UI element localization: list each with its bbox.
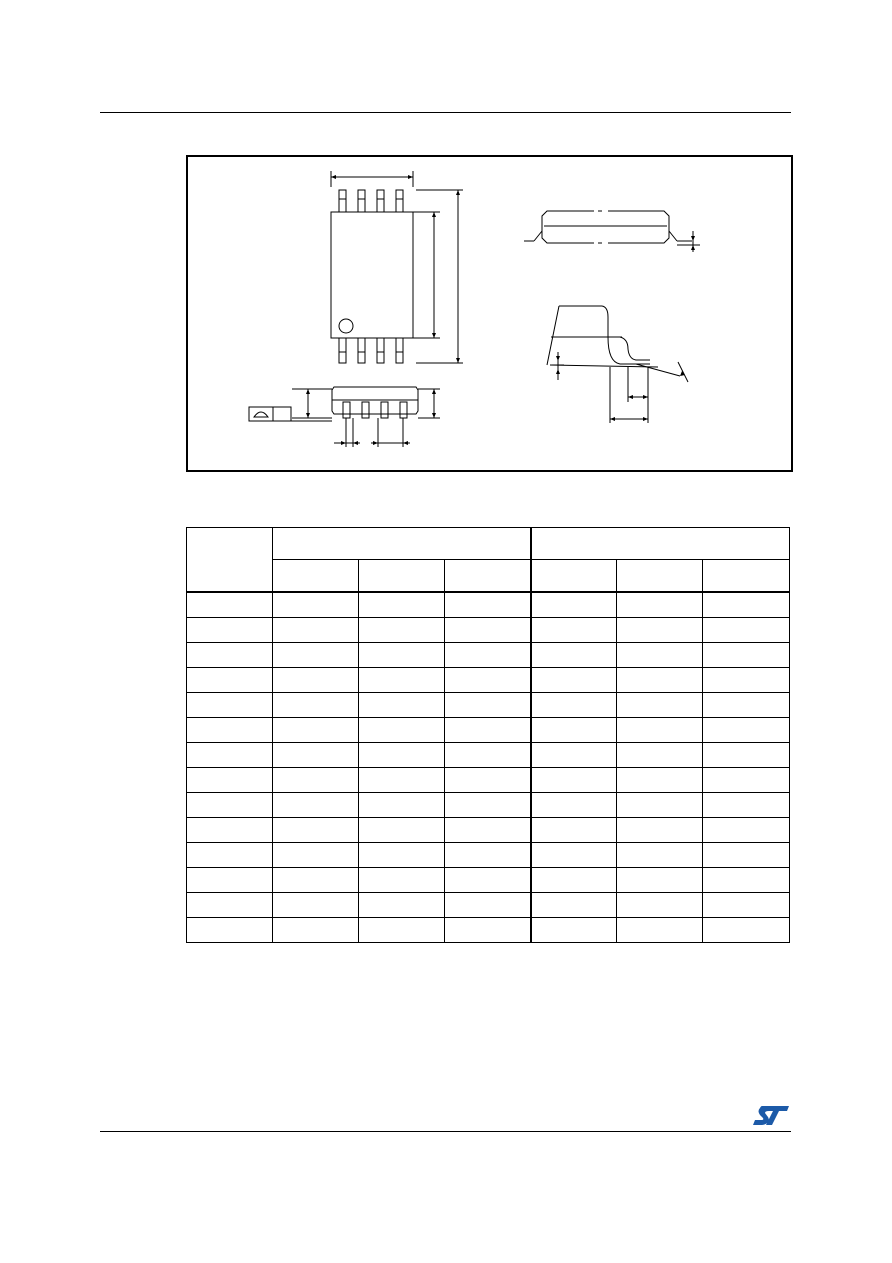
table-cell bbox=[273, 668, 359, 693]
table-cell bbox=[703, 843, 790, 868]
table-cell bbox=[703, 618, 790, 643]
table-cell bbox=[359, 718, 445, 743]
table-cell bbox=[359, 618, 445, 643]
table-cell bbox=[273, 768, 359, 793]
table-cell bbox=[359, 893, 445, 918]
table-cell bbox=[445, 693, 531, 718]
table-cell bbox=[531, 843, 617, 868]
table-cell bbox=[703, 743, 790, 768]
front-view bbox=[249, 387, 440, 447]
table-body bbox=[187, 592, 790, 943]
table-cell bbox=[273, 818, 359, 843]
table-cell bbox=[359, 592, 445, 618]
table-row bbox=[187, 843, 790, 868]
table-subheader-row bbox=[187, 560, 790, 593]
table-cell bbox=[273, 592, 359, 618]
table-header-cell bbox=[531, 560, 617, 593]
table-cell bbox=[359, 668, 445, 693]
table-cell bbox=[531, 693, 617, 718]
table-cell bbox=[187, 768, 273, 793]
table-cell bbox=[359, 868, 445, 893]
table-cell bbox=[445, 793, 531, 818]
table-row bbox=[187, 718, 790, 743]
table-cell bbox=[703, 768, 790, 793]
table-cell bbox=[531, 743, 617, 768]
table-cell bbox=[187, 693, 273, 718]
table-cell bbox=[531, 793, 617, 818]
table-header-row bbox=[187, 528, 790, 560]
table-cell bbox=[617, 618, 703, 643]
table-cell bbox=[703, 668, 790, 693]
table-cell bbox=[359, 918, 445, 943]
table-cell bbox=[531, 918, 617, 943]
table-cell bbox=[273, 743, 359, 768]
st-logo bbox=[752, 1103, 790, 1127]
table-cell bbox=[445, 668, 531, 693]
side-view bbox=[524, 211, 700, 252]
table-cell bbox=[617, 643, 703, 668]
table-cell bbox=[703, 818, 790, 843]
table-cell bbox=[359, 818, 445, 843]
header-rule bbox=[100, 112, 791, 113]
table-cell bbox=[703, 793, 790, 818]
table-row bbox=[187, 668, 790, 693]
table-cell bbox=[531, 643, 617, 668]
table-cell bbox=[273, 643, 359, 668]
table-cell bbox=[445, 592, 531, 618]
table-cell bbox=[445, 643, 531, 668]
table-cell bbox=[445, 893, 531, 918]
table-cell bbox=[187, 718, 273, 743]
table-cell bbox=[617, 843, 703, 868]
table-row bbox=[187, 618, 790, 643]
table-row bbox=[187, 592, 790, 618]
table-row bbox=[187, 793, 790, 818]
table-cell bbox=[359, 768, 445, 793]
table-cell bbox=[703, 893, 790, 918]
table-cell bbox=[703, 918, 790, 943]
table-cell bbox=[187, 918, 273, 943]
table-row bbox=[187, 818, 790, 843]
table-cell bbox=[359, 843, 445, 868]
table-header-group-cell bbox=[531, 528, 790, 560]
table-cell bbox=[617, 768, 703, 793]
table-cell bbox=[273, 618, 359, 643]
table-cell bbox=[445, 618, 531, 643]
table-cell bbox=[187, 868, 273, 893]
table-cell bbox=[445, 743, 531, 768]
table-cell bbox=[187, 668, 273, 693]
table-row bbox=[187, 868, 790, 893]
table-cell bbox=[703, 643, 790, 668]
table-header-cell bbox=[445, 560, 531, 593]
table-cell bbox=[531, 868, 617, 893]
table-cell bbox=[703, 718, 790, 743]
table-cell bbox=[617, 718, 703, 743]
table-cell bbox=[445, 918, 531, 943]
table-cell bbox=[187, 643, 273, 668]
table-header-cell bbox=[187, 528, 273, 593]
table-cell bbox=[187, 618, 273, 643]
table-cell bbox=[531, 592, 617, 618]
table-cell bbox=[617, 743, 703, 768]
table-cell bbox=[531, 718, 617, 743]
table-cell bbox=[273, 718, 359, 743]
table-cell bbox=[359, 743, 445, 768]
table-row bbox=[187, 893, 790, 918]
table-cell bbox=[617, 668, 703, 693]
table-row bbox=[187, 743, 790, 768]
top-view bbox=[331, 171, 463, 363]
table-cell bbox=[273, 843, 359, 868]
table-cell bbox=[617, 592, 703, 618]
table-cell bbox=[187, 793, 273, 818]
table-cell bbox=[273, 793, 359, 818]
table-cell bbox=[617, 868, 703, 893]
table-header-cell bbox=[273, 560, 359, 593]
table-cell bbox=[703, 693, 790, 718]
table-cell bbox=[617, 918, 703, 943]
table-cell bbox=[445, 868, 531, 893]
table-cell bbox=[187, 843, 273, 868]
table-cell bbox=[617, 893, 703, 918]
table-cell bbox=[359, 643, 445, 668]
table-cell bbox=[531, 768, 617, 793]
table-header-cell bbox=[703, 560, 790, 593]
table-cell bbox=[273, 868, 359, 893]
table-row bbox=[187, 643, 790, 668]
lead-detail-view bbox=[547, 306, 688, 423]
dimensions-table bbox=[186, 527, 790, 943]
package-outline-drawing bbox=[186, 155, 793, 472]
table-cell bbox=[531, 668, 617, 693]
table-cell bbox=[187, 592, 273, 618]
table-cell bbox=[445, 818, 531, 843]
table-cell bbox=[445, 768, 531, 793]
table-cell bbox=[445, 718, 531, 743]
footer-rule bbox=[100, 1131, 791, 1132]
table-cell bbox=[617, 793, 703, 818]
table-header-cell bbox=[359, 560, 445, 593]
table-cell bbox=[531, 618, 617, 643]
table-cell bbox=[273, 918, 359, 943]
table-row bbox=[187, 768, 790, 793]
table-header-cell bbox=[617, 560, 703, 593]
table-cell bbox=[359, 693, 445, 718]
table-cell bbox=[187, 743, 273, 768]
table-cell bbox=[445, 843, 531, 868]
table-cell bbox=[359, 793, 445, 818]
package-mechanical-drawing bbox=[188, 157, 791, 470]
table-row bbox=[187, 918, 790, 943]
table-cell bbox=[187, 818, 273, 843]
table-cell bbox=[531, 893, 617, 918]
table-row bbox=[187, 693, 790, 718]
table-cell bbox=[617, 693, 703, 718]
table-cell bbox=[187, 893, 273, 918]
table-cell bbox=[273, 893, 359, 918]
table-cell bbox=[531, 818, 617, 843]
table-header-group-cell bbox=[273, 528, 531, 560]
table-cell bbox=[703, 592, 790, 618]
table-cell bbox=[617, 818, 703, 843]
table-cell bbox=[703, 868, 790, 893]
table-cell bbox=[273, 693, 359, 718]
